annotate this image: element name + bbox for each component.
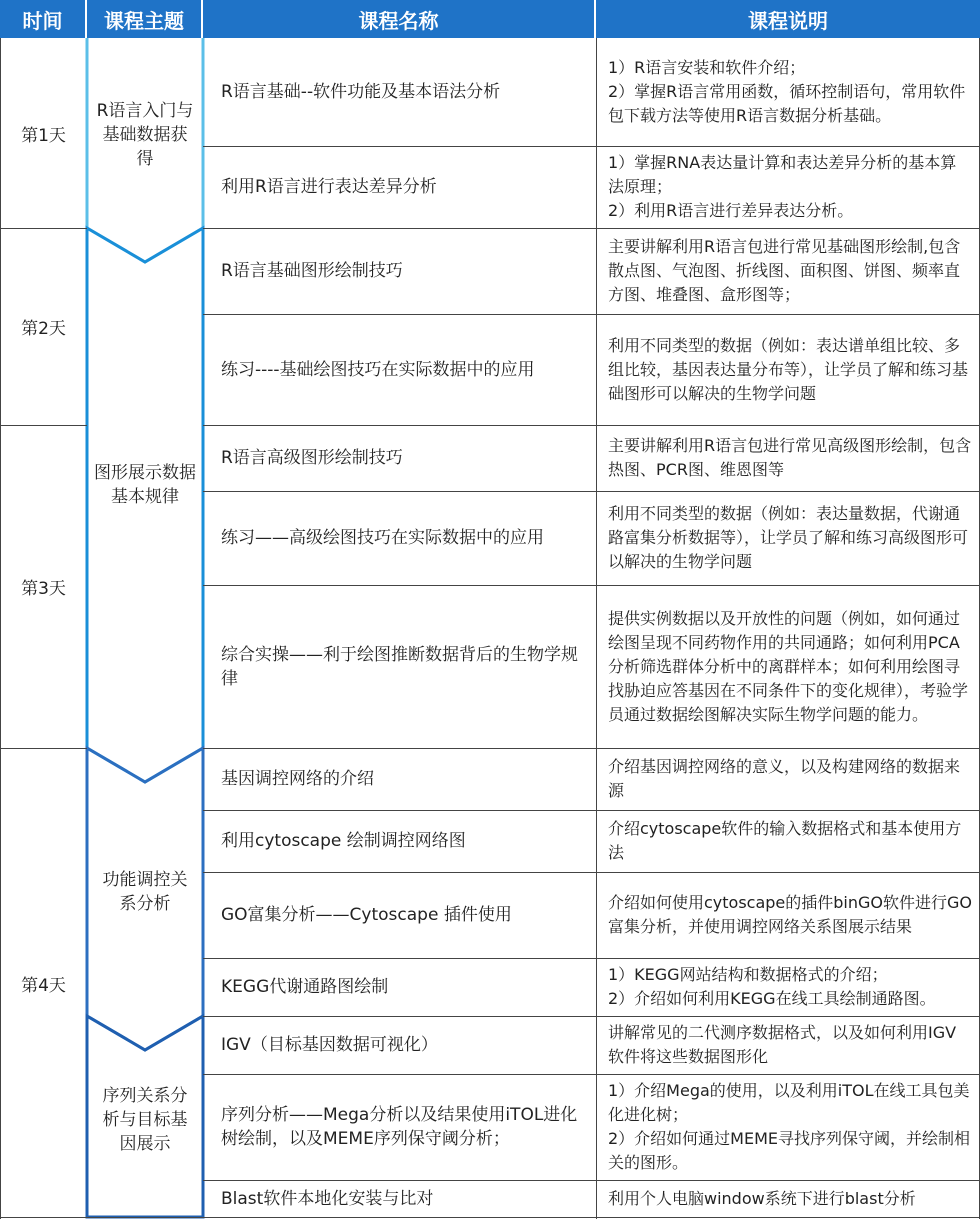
course-name: R语言高级图形绘制技巧 [221, 448, 403, 468]
grid-line [0, 425, 87, 426]
grid-line [203, 958, 980, 959]
grid-line [203, 748, 980, 749]
topic-cell: R语言入门与基础数据获得 [96, 101, 194, 169]
course-desc: 1）R语言安装和软件介绍； 2）掌握R语言常用函数，循环控制语句，常用软件包下载方法等使用R语言数据分析基础。 [608, 58, 966, 125]
topic-cell: 功能调控关系分析 [102, 870, 188, 914]
course-desc: 主要讲解利用R语言包进行常见基础图形绘制,包含散点图、气泡图、折线图、面积图、饼图、频率直方图、堆叠图、盒形图等； [608, 237, 961, 304]
course-name: R语言基础--软件功能及基本语法分析 [221, 82, 501, 102]
course-desc: 介绍如何使用cytoscape的插件binGO软件进行GO富集分析，并使用调控网络关系图展示结果 [608, 893, 972, 936]
course-name: GO富集分析——Cytoscape 插件使用 [221, 905, 512, 925]
grid-line [203, 1180, 980, 1181]
day-cell: 第4天 [21, 976, 66, 996]
course-desc: 1）掌握RNA表达量计算和表达差异分析的基本算法原理； 2）利用R语言进行差异表达分析。 [608, 153, 957, 220]
course-desc: 1）KEGG网站结构和数据格式的介绍； 2）介绍如何利用KEGG在线工具绘制通路图。 [608, 965, 936, 1008]
course-name: 利用R语言进行表达差异分析 [221, 177, 437, 197]
grid-line [0, 1217, 980, 1218]
course-name: 综合实操——利于绘图推断数据背后的生物学规律 [221, 644, 578, 689]
grid-line [203, 425, 980, 426]
course-name: 利用cytoscape 绘制调控网络图 [221, 831, 466, 851]
grid-line [203, 872, 980, 873]
day-cell: 第1天 [21, 125, 66, 146]
header-course-name: 课程名称 [203, 0, 596, 38]
header-time: 时间 [0, 0, 87, 38]
grid-line [0, 228, 87, 229]
course-desc: 1）介绍Mega的使用，以及利用iTOL在线工具包美化进化树； 2）介绍如何通过MEME寻找序列保守阈，并绘制相关的图形。 [608, 1081, 971, 1172]
course-name: 基因调控网络的介绍 [221, 769, 374, 789]
day-cell: 第3天 [21, 579, 66, 599]
grid-line [203, 810, 980, 811]
course-desc: 主要讲解利用R语言包进行常见高级图形绘制，包含热图、PCR图、维恩图等 [608, 436, 972, 479]
grid-line [203, 314, 980, 315]
course-desc: 利用个人电脑window系统下进行blast分析 [608, 1189, 916, 1208]
grid-line [0, 38, 1, 1219]
topic-cell: 图形展示数据基本规律 [94, 463, 196, 507]
grid-line [596, 38, 597, 1219]
grid-line [203, 491, 980, 492]
course-name: 序列分析——Mega分析以及结果使用iTOL进化树绘制，以及MEME序列保守阈分析； [221, 1105, 578, 1149]
course-name: KEGG代谢通路图绘制 [221, 977, 389, 997]
grid-line [203, 146, 980, 147]
course-name: 练习----基础绘图技巧在实际数据中的应用 [221, 359, 535, 380]
header-topic: 课程主题 [87, 0, 203, 38]
course-desc: 讲解常见的二代测序数据格式，以及如何利用IGV软件将这些数据图形化 [608, 1023, 957, 1066]
header-course-desc: 课程说明 [596, 0, 980, 38]
course-desc: 提供实例数据以及开放性的问题（例如，如何通过绘图呈现不同药物作用的共同通路；如何利用PCA分析筛选群体分析中的离群样本；如何利用绘图寻找胁迫应答基因在不同条件下的变化规律），考验学员通过数据绘图解决实际生物学问题的能力。 [608, 608, 969, 724]
grid-line [0, 748, 87, 749]
day-cell: 第2天 [21, 319, 66, 339]
course-name: R语言基础图形绘制技巧 [221, 261, 403, 281]
grid-line [203, 228, 980, 229]
course-name: IGV（目标基因数据可视化） [221, 1035, 438, 1055]
course-desc: 介绍cytoscape软件的输入数据格式和基本使用方法 [608, 819, 962, 862]
course-desc: 介绍基因调控网络的意义，以及构建网络的数据来源 [608, 757, 961, 800]
grid-line [203, 1016, 980, 1017]
course-name: 练习——高级绘图技巧在实际数据中的应用 [221, 528, 544, 548]
course-name: Blast软件本地化安装与比对 [221, 1189, 434, 1209]
topic-cell: 序列关系分析与目标基因展示 [102, 1086, 188, 1154]
grid-line [203, 585, 980, 586]
grid-line [203, 1074, 980, 1075]
course-desc: 利用不同类型的数据（例如：表达谱单组比较、多组比较，基因表达量分布等），让学员了解和练习基础图形可以解决的生物学问题 [608, 335, 969, 403]
course-desc: 利用不同类型的数据（例如：表达量数据，代谢通路富集分析数据等），让学员了解和练习高级图形可以解决的生物学问题 [608, 504, 969, 571]
